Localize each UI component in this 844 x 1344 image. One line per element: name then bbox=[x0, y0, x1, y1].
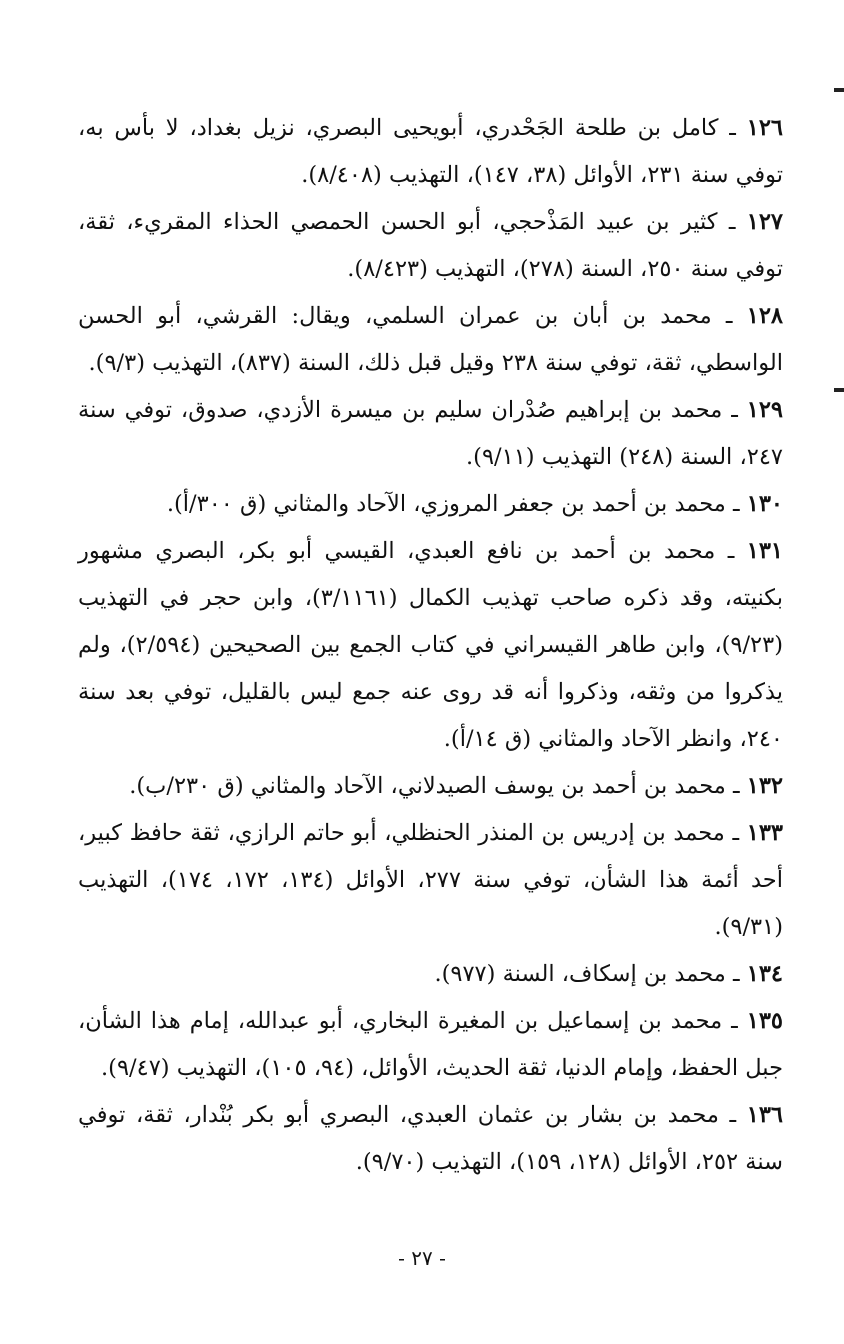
entry-134 bbox=[78, 951, 783, 998]
entry-text: ـ محمد بن أحمد بن نافع العبدي، القيسي أبو بكر، البصري مشهور بكنيته، وقد ذكره صاحب تهذيب الكمال (٣/١١٦١)، وابن حجر في التهذيب (٩/٢٣)، وابن طاهر القيسراني في كتاب الجمع بين الصحيحين (٢/٥٩٤)، ولم يذكروا من وثقه، وذكروا أنه قد روى عنه جمع ليس بالقليل، توفي بعد سنة ٢٤٠، وانظر الآحاد والمثاني (ق ١٤/أ). bbox=[78, 538, 783, 752]
margin-mark bbox=[834, 88, 844, 92]
page-number: - ٢٧ - bbox=[398, 1246, 446, 1270]
entry-number: ١٣٥ bbox=[746, 1008, 784, 1034]
entry-number: ١٢٩ bbox=[746, 397, 783, 423]
entry-136 bbox=[78, 1092, 783, 1186]
entry-130 bbox=[78, 481, 783, 528]
entry-number: ١٣١ bbox=[746, 538, 783, 564]
entry-number: ١٣٦ bbox=[746, 1102, 783, 1128]
entry-text: ـ محمد بن إدريس بن المنذر الحنظلي، أبو حاتم الرازي، ثقة حافظ كبير، أحد أئمة هذا الشأن، توفي سنة ٢٧٧، الأوائل (١٣٤، ١٧٢، ١٧٤)، التهذيب (٩/٣١). bbox=[78, 820, 783, 940]
entry-131 bbox=[78, 528, 783, 763]
entry-number: ١٣٣ bbox=[746, 820, 784, 846]
entry-127 bbox=[78, 199, 783, 293]
entry-number: ١٣٢ bbox=[746, 773, 783, 799]
entry-number: ١٣٠ bbox=[746, 491, 783, 517]
entry-number: ١٢٦ bbox=[746, 115, 783, 141]
entry-text: ـ كامل بن طلحة الجَحْدري، أبويحيى البصري، نزيل بغداد، لا بأس به، توفي سنة ٢٣١، الأوائل (٣٨، ١٤٧)، التهذيب (٨/٤٠٨). bbox=[78, 115, 783, 188]
entry-number: ١٢٨ bbox=[746, 303, 784, 329]
entry-135 bbox=[78, 998, 783, 1092]
entry-text: ـ كثير بن عبيد المَذْحجي، أبو الحسن الحمصي الحذاء المقريء، ثقة، توفي سنة ٢٥٠، السنة (٢٧٨)، التهذيب (٨/٤٢٣). bbox=[78, 209, 783, 282]
entry-128 bbox=[78, 293, 783, 387]
entry-133 bbox=[78, 810, 783, 951]
margin-mark bbox=[834, 388, 844, 392]
entry-text: ـ محمد بن إسماعيل بن المغيرة البخاري، أبو عبدالله، إمام هذا الشأن، جبل الحفظ، وإمام الدنيا، ثقة الحديث، الأوائل، (٩٤، ١٠٥)، التهذيب (٩/٤٧). bbox=[78, 1008, 783, 1081]
entries-list bbox=[78, 105, 783, 1186]
entry-text: ـ محمد بن بشار بن عثمان العبدي، البصري أبو بكر بُنْدار، ثقة، توفي سنة ٢٥٢، الأوائل (١٢٨، ١٥٩)، التهذيب (٩/٧٠). bbox=[78, 1102, 783, 1175]
entry-text: ـ محمد بن إسكاف، السنة (٩٧٧). bbox=[434, 961, 740, 987]
entry-number: ١٢٧ bbox=[746, 209, 783, 235]
entry-text: ـ محمد بن إبراهيم صُدْران سليم بن ميسرة الأزدي، صدوق، توفي سنة ٢٤٧، السنة (٢٤٨) التهذيب (٩/١١). bbox=[78, 397, 783, 470]
entry-text: ـ محمد بن أحمد بن يوسف الصيدلاني، الآحاد والمثاني (ق ٢٣٠/ب). bbox=[129, 773, 740, 799]
entry-text: ـ محمد بن أبان بن عمران السلمي، ويقال: القرشي، أبو الحسن الواسطي، ثقة، توفي سنة ٢٣٨ وقيل قبل ذلك، السنة (٨٣٧)، التهذيب (٩/٣). bbox=[78, 303, 783, 376]
entry-number: ١٣٤ bbox=[746, 961, 783, 987]
entry-132 bbox=[78, 763, 783, 810]
entry-126 bbox=[78, 105, 783, 199]
entry-129 bbox=[78, 387, 783, 481]
entry-text: ـ محمد بن أحمد بن جعفر المروزي، الآحاد والمثاني (ق ٣٠٠/أ). bbox=[166, 491, 740, 517]
